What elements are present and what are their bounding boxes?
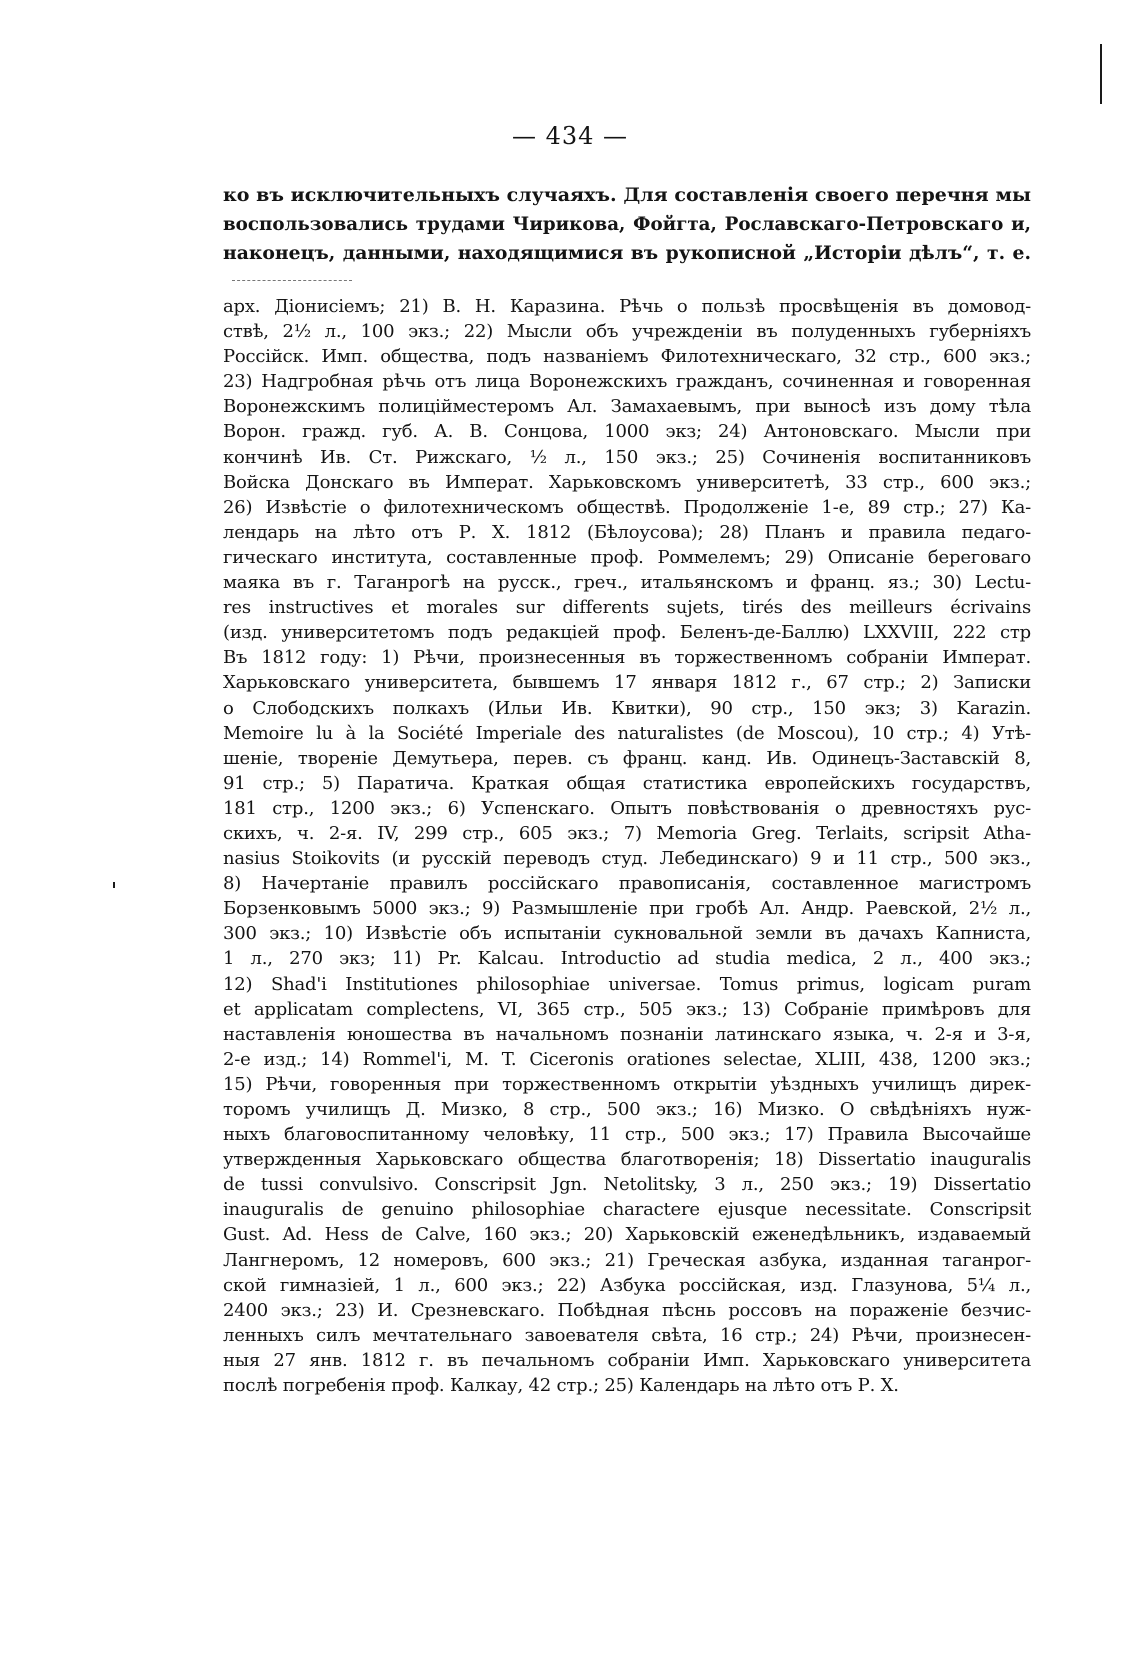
scan-speck: [113, 882, 115, 888]
footnote-line: 91 стр.; 5) Паратича. Краткая общая статистика европейскихъ государствъ,: [223, 772, 1031, 794]
footnote-line: 2-е изд.; 14) Rommel'i, M. T. Ciceronis orationes selectae, XLIII, 438, 1200 экз.;: [223, 1048, 1031, 1070]
footnote-line: 1 л., 270 экз; 11) Pr. Kalcau. Introductio ad studia medica, 2 л., 400 экз.;: [223, 948, 1031, 970]
footnote-line: 15) Рѣчи, говоренныя при торжественномъ открытіи уѣздныхъ училищъ дирек-: [223, 1073, 1031, 1095]
footnote-line: nasius Stoikovits (и русскій переводъ студ. Лебединскаго) 9 и 11 стр., 500 экз.,: [223, 848, 1031, 870]
footnote-line: 300 экз.; 10) Извѣстіе объ испытаніи сукновальной земли въ дачахъ Капниста,: [223, 923, 1031, 945]
footnote-line: ской гимназіей, 1 л., 600 экз.; 22) Азбука россійская, изд. Глазунова, 5¼ л.,: [223, 1274, 1031, 1296]
footnote-line: ленныхъ силъ мечтательнаго завоевателя свѣта, 16 стр.; 24) Рѣчи, произнесен-: [223, 1324, 1031, 1346]
footnote-line: Въ 1812 году: 1) Рѣчи, произнесенныя въ торжественномъ собраніи Императ.: [223, 647, 1031, 669]
footnote-line: res instructives et morales sur differents sujets, tirés des meilleurs écrivains: [223, 597, 1031, 619]
footnote-line: Харьковскаго университета, бывшемъ 17 января 1812 г., 67 стр.; 2) Записки: [223, 672, 1031, 694]
scan-edge-mark: [1100, 44, 1102, 104]
footnote-line: Memoire lu à la Société Imperiale des naturalistes (de Moscou), 10 стр.; 4) Утѣ-: [223, 722, 1031, 744]
footnote-line: кончинѣ Ив. Ст. Рижскаго, ½ л., 150 экз.; 25) Сочиненія воспитанниковъ: [223, 446, 1031, 468]
footnote-line: ныхъ благовоспитанному человѣку, 11 стр., 500 экз.; 17) Правила Высочайше: [223, 1124, 1031, 1146]
footnote-line: утвержденныя Харьковскаго общества благотворенія; 18) Dissertatio inauguralis: [223, 1149, 1031, 1171]
footnote-line: 8) Начертаніе правилъ россійскаго правописанія, составленное магистромъ: [223, 873, 1031, 895]
body-text-line: наконецъ, данными, находящимися въ рукописной „Исторіи дѣлъ“, т. е.: [223, 242, 1031, 264]
body-text: [223, 181, 1031, 268]
footnote-line: Воронежскимъ полиційместеромъ Ал. Замахаевымъ, при выносѣ изъ дому тѣла: [223, 396, 1031, 418]
footnote-line: et applicatam complectens, VI, 365 стр., 505 экз.; 13) Собраніе примѣровъ для: [223, 998, 1031, 1020]
footnote-line: маяка въ г. Таганрогѣ на русск., греч., итальянскомъ и франц. яз.; 30) Lectu-: [223, 572, 1031, 594]
footnote-line: Gust. Ad. Hess de Calve, 160 экз.; 20) Харьковскій еженедѣльникъ, издаваемый: [223, 1224, 1031, 1246]
footnote-line: торомъ училищъ Д. Мизко, 8 стр., 500 экз.; 16) Мизко. О свѣдѣніяхъ нуж-: [223, 1099, 1031, 1120]
footnote-line: 23) Надгробная рѣчь отъ лица Воронежскихъ гражданъ, сочиненная и говоренная: [223, 371, 1031, 393]
footnote-line: de tussi convulsivo. Conscripsit Jgn. Netolitsky, 3 л., 250 экз.; 19) Dissertatio: [223, 1174, 1031, 1196]
footnote-line: послѣ погребенія проф. Калкау, 42 стр.; 25) Календарь на лѣто отъ Р. Х.: [223, 1375, 899, 1397]
footnote-line: Борзенковымъ 5000 экз.; 9) Размышленіе при гробѣ Ал. Андр. Раевской, 2½ л.,: [223, 898, 1031, 920]
footnote-line: 12) Shad'i Institutiones philosophiae universae. Tomus primus, logicam puram: [223, 973, 1031, 995]
footnote-line: (изд. университетомъ подъ редакціей проф. Беленъ-де-Баллю) LXXVIII, 222 стр: [223, 622, 1031, 644]
footnote-line: гическаго института, составленные проф. Роммелемъ; 29) Описаніе береговаго: [223, 546, 1031, 568]
footnote-line: ныя 27 янв. 1812 г. въ печальномъ собраніи Имп. Харьковскаго университета: [223, 1349, 1031, 1371]
footnote-line: о Слободскихъ полкахъ (Ильи Ив. Квитки), 90 стр., 150 экз; 3) Karazin.: [223, 697, 1031, 719]
footnote-line: наставленія юношества въ начальномъ познаніи латинскаго языка, ч. 2-я и 3-я,: [223, 1023, 1031, 1045]
footnote-line: Ворон. гражд. губ. А. В. Сонцова, 1000 экз; 24) Антоновскаго. Мысли при: [223, 421, 1031, 443]
footnote-line: Лангнеромъ, 12 номеровъ, 600 экз.; 21) Греческая азбука, изданная таганрог-: [223, 1249, 1031, 1271]
footnote-line: скихъ, ч. 2-я. IV, 299 стр., 605 экз.; 7) Memoria Greg. Terlaits, scripsit Atha-: [223, 822, 1031, 844]
footnote-line: inauguralis de genuino philosophiae charactere ejusque necessitate. Conscripsit: [223, 1199, 1031, 1221]
body-text-line: ко въ исключительныхъ случаяхъ. Для составленія своего перечня мы: [223, 184, 1031, 206]
footnote-line: 26) Извѣстіе о филотехническомъ обществѣ. Продолженіе 1-е, 89 стр.; 27) Ка-: [223, 496, 1031, 518]
page-number: — 434 —: [511, 122, 629, 150]
footnote-line: Россійск. Имп. общества, подъ названіемъ Филотехническаго, 32 стр., 600 экз.;: [223, 346, 1031, 368]
footnote-line: 181 стр., 1200 экз.; 6) Успенскаго. Опытъ повѣствованія о древностяхъ рус-: [223, 797, 1031, 819]
footnote-text: [223, 294, 1031, 1398]
footnote-line: лендарь на лѣто отъ Р. Х. 1812 (Бѣлоусова); 28) Планъ и правила педаго-: [223, 521, 1031, 543]
footnote-line: 2400 экз.; 23) И. Срезневскаго. Побѣдная пѣснь россовъ на пораженіе безчис-: [223, 1299, 1031, 1321]
footnote-separator: [232, 280, 352, 281]
body-text-line: воспользовались трудами Чирикова, Фойгта, Рославскаго-Петровскаго и,: [223, 214, 1031, 235]
footnote-line: шеніе, твореніе Демутьера, перев. съ франц. канд. Ив. Одинецъ-Заставскій 8,: [223, 747, 1031, 769]
footnote-line: Войска Донскаго въ Императ. Харьковскомъ университетѣ, 33 стр., 600 экз.;: [223, 471, 1031, 493]
footnote-line: ствѣ, 2½ л., 100 экз.; 22) Мысли объ учрежденіи въ полуденныхъ губерніяхъ: [223, 321, 1031, 343]
footnote-line: арх. Діонисіемъ; 21) В. Н. Каразина. Рѣчь о пользѣ просвѣщенія въ домовод-: [223, 296, 1031, 317]
